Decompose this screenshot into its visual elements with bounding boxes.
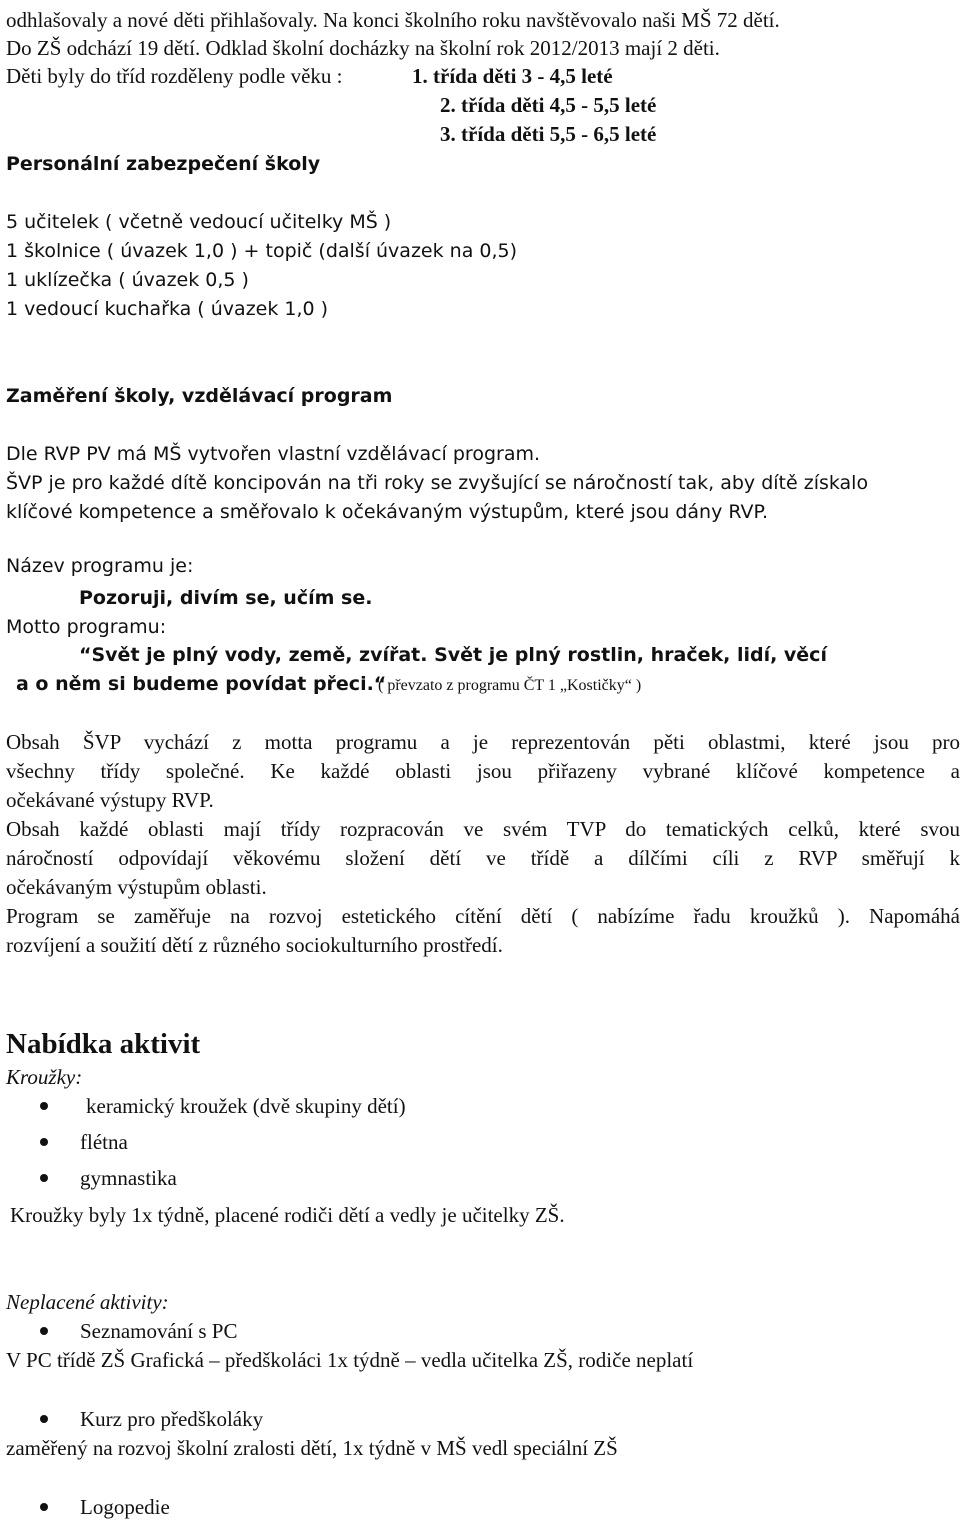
- intro-line-1: odhlašovaly a nové děti přihlašovaly. Na konci školního roku navštěvovalo naši MŠ 72 dětí.: [6, 8, 780, 32]
- class-3: 3. třída děti 5,5 - 6,5 leté: [440, 122, 657, 146]
- motto-line-2: a o něm si budeme povídat přeci.“: [16, 673, 387, 695]
- intro-line-2: Do ZŠ odchází 19 dětí. Odklad školní docházky na školní rok 2012/2013 mají 2 děti.: [6, 36, 720, 60]
- motto-label: Motto programu:: [6, 616, 167, 638]
- free-activity-item: Logopedie: [80, 1495, 170, 1519]
- bullet-icon: [40, 1138, 48, 1146]
- focus-paragraph-2a: ŠVP je pro každé dítě koncipován na tři roky se zvyšující se náročností tak, aby dítě získalo: [6, 472, 869, 494]
- bullet-icon: [40, 1327, 48, 1335]
- staff-line: 1 uklízečka ( úvazek 0,5 ): [6, 269, 249, 291]
- focus-heading: Zaměření školy, vzdělávací program: [6, 385, 393, 407]
- activities-heading: Nabídka aktivit: [6, 1028, 201, 1060]
- motto-source: ( převzato z programu ČT 1 „Kostičky“ ): [378, 677, 642, 694]
- motto-line-1: “Svět je plný vody, země, zvířat. Svět je plný rostlin, hraček, lidí, věcí: [79, 644, 827, 666]
- staff-line: 1 školnice ( úvazek 1,0 ) + topič (další úvazek na 0,5): [6, 240, 518, 262]
- intro-line-3: Děti byly do tříd rozděleny podle věku :: [6, 64, 343, 88]
- content-line: očekávané výstupy RVP.: [6, 788, 214, 812]
- content-line: všechny třídy společné. Ke každé oblasti jsou přiřazeny vybrané klíčové kompetence a: [6, 759, 960, 783]
- class-1: 1. třída děti 3 - 4,5 leté: [412, 64, 613, 88]
- bullet-icon: [40, 1415, 48, 1423]
- free-activity-note: V PC třídě ZŠ Grafická – předškoláci 1x týdně – vedla učitelka ZŠ, rodiče neplatí: [6, 1348, 694, 1372]
- content-line: Obsah ŠVP vychází z motta programu a je reprezentován pěti oblastmi, které jsou pro: [6, 730, 960, 754]
- free-activity-note: zaměřený na rozvoj školní zralosti dětí, 1x týdně v MŠ vedl speciální ZŠ: [6, 1436, 618, 1460]
- staff-line: 1 vedoucí kuchařka ( úvazek 1,0 ): [6, 298, 329, 320]
- content-line: očekávaným výstupům oblasti.: [6, 875, 267, 899]
- focus-paragraph-1: Dle RVP PV má MŠ vytvořen vlastní vzdělávací program.: [6, 443, 541, 465]
- clubs-label: Kroužky:: [6, 1065, 83, 1089]
- class-2: 2. třída děti 4,5 - 5,5 leté: [440, 93, 657, 117]
- staff-heading: Personální zabezpečení školy: [6, 153, 321, 175]
- clubs-note: Kroužky byly 1x týdně, placené rodiči dětí a vedly je učitelky ZŠ.: [10, 1203, 565, 1227]
- free-activity-item: Kurz pro předškoláky: [80, 1407, 264, 1431]
- content-line: Program se zaměřuje na rozvoj estetického cítění dětí ( nabízíme řadu kroužků ). Napomáhá: [6, 904, 960, 928]
- content-line: rozvíjení a soužití dětí z různého sociokulturního prostředí.: [6, 933, 503, 957]
- club-item: gymnastika: [80, 1166, 177, 1190]
- bullet-icon: [40, 1102, 48, 1110]
- program-name: Pozoruji, divím se, učím se.: [79, 587, 373, 609]
- program-name-label: Název programu je:: [6, 555, 194, 577]
- focus-paragraph-2b: klíčové kompetence a směřovalo k očekávaným výstupům, které jsou dány RVP.: [6, 501, 769, 523]
- club-item: flétna: [80, 1130, 128, 1154]
- bullet-icon: [40, 1503, 48, 1511]
- free-activity-item: Seznamování s PC: [80, 1319, 238, 1343]
- content-line: Obsah každé oblasti mají třídy rozpracován ve svém TVP do tematických celků, které svou: [6, 817, 960, 841]
- content-line: náročností odpovídají věkovému složení dětí ve třídě a dílčími cíli z RVP směřují k: [6, 846, 960, 870]
- club-item: keramický kroužek (dvě skupiny dětí): [86, 1094, 406, 1118]
- free-activities-label: Neplacené aktivity:: [6, 1290, 169, 1314]
- bullet-icon: [40, 1174, 48, 1182]
- staff-line: 5 učitelek ( včetně vedoucí učitelky MŠ ): [6, 211, 392, 233]
